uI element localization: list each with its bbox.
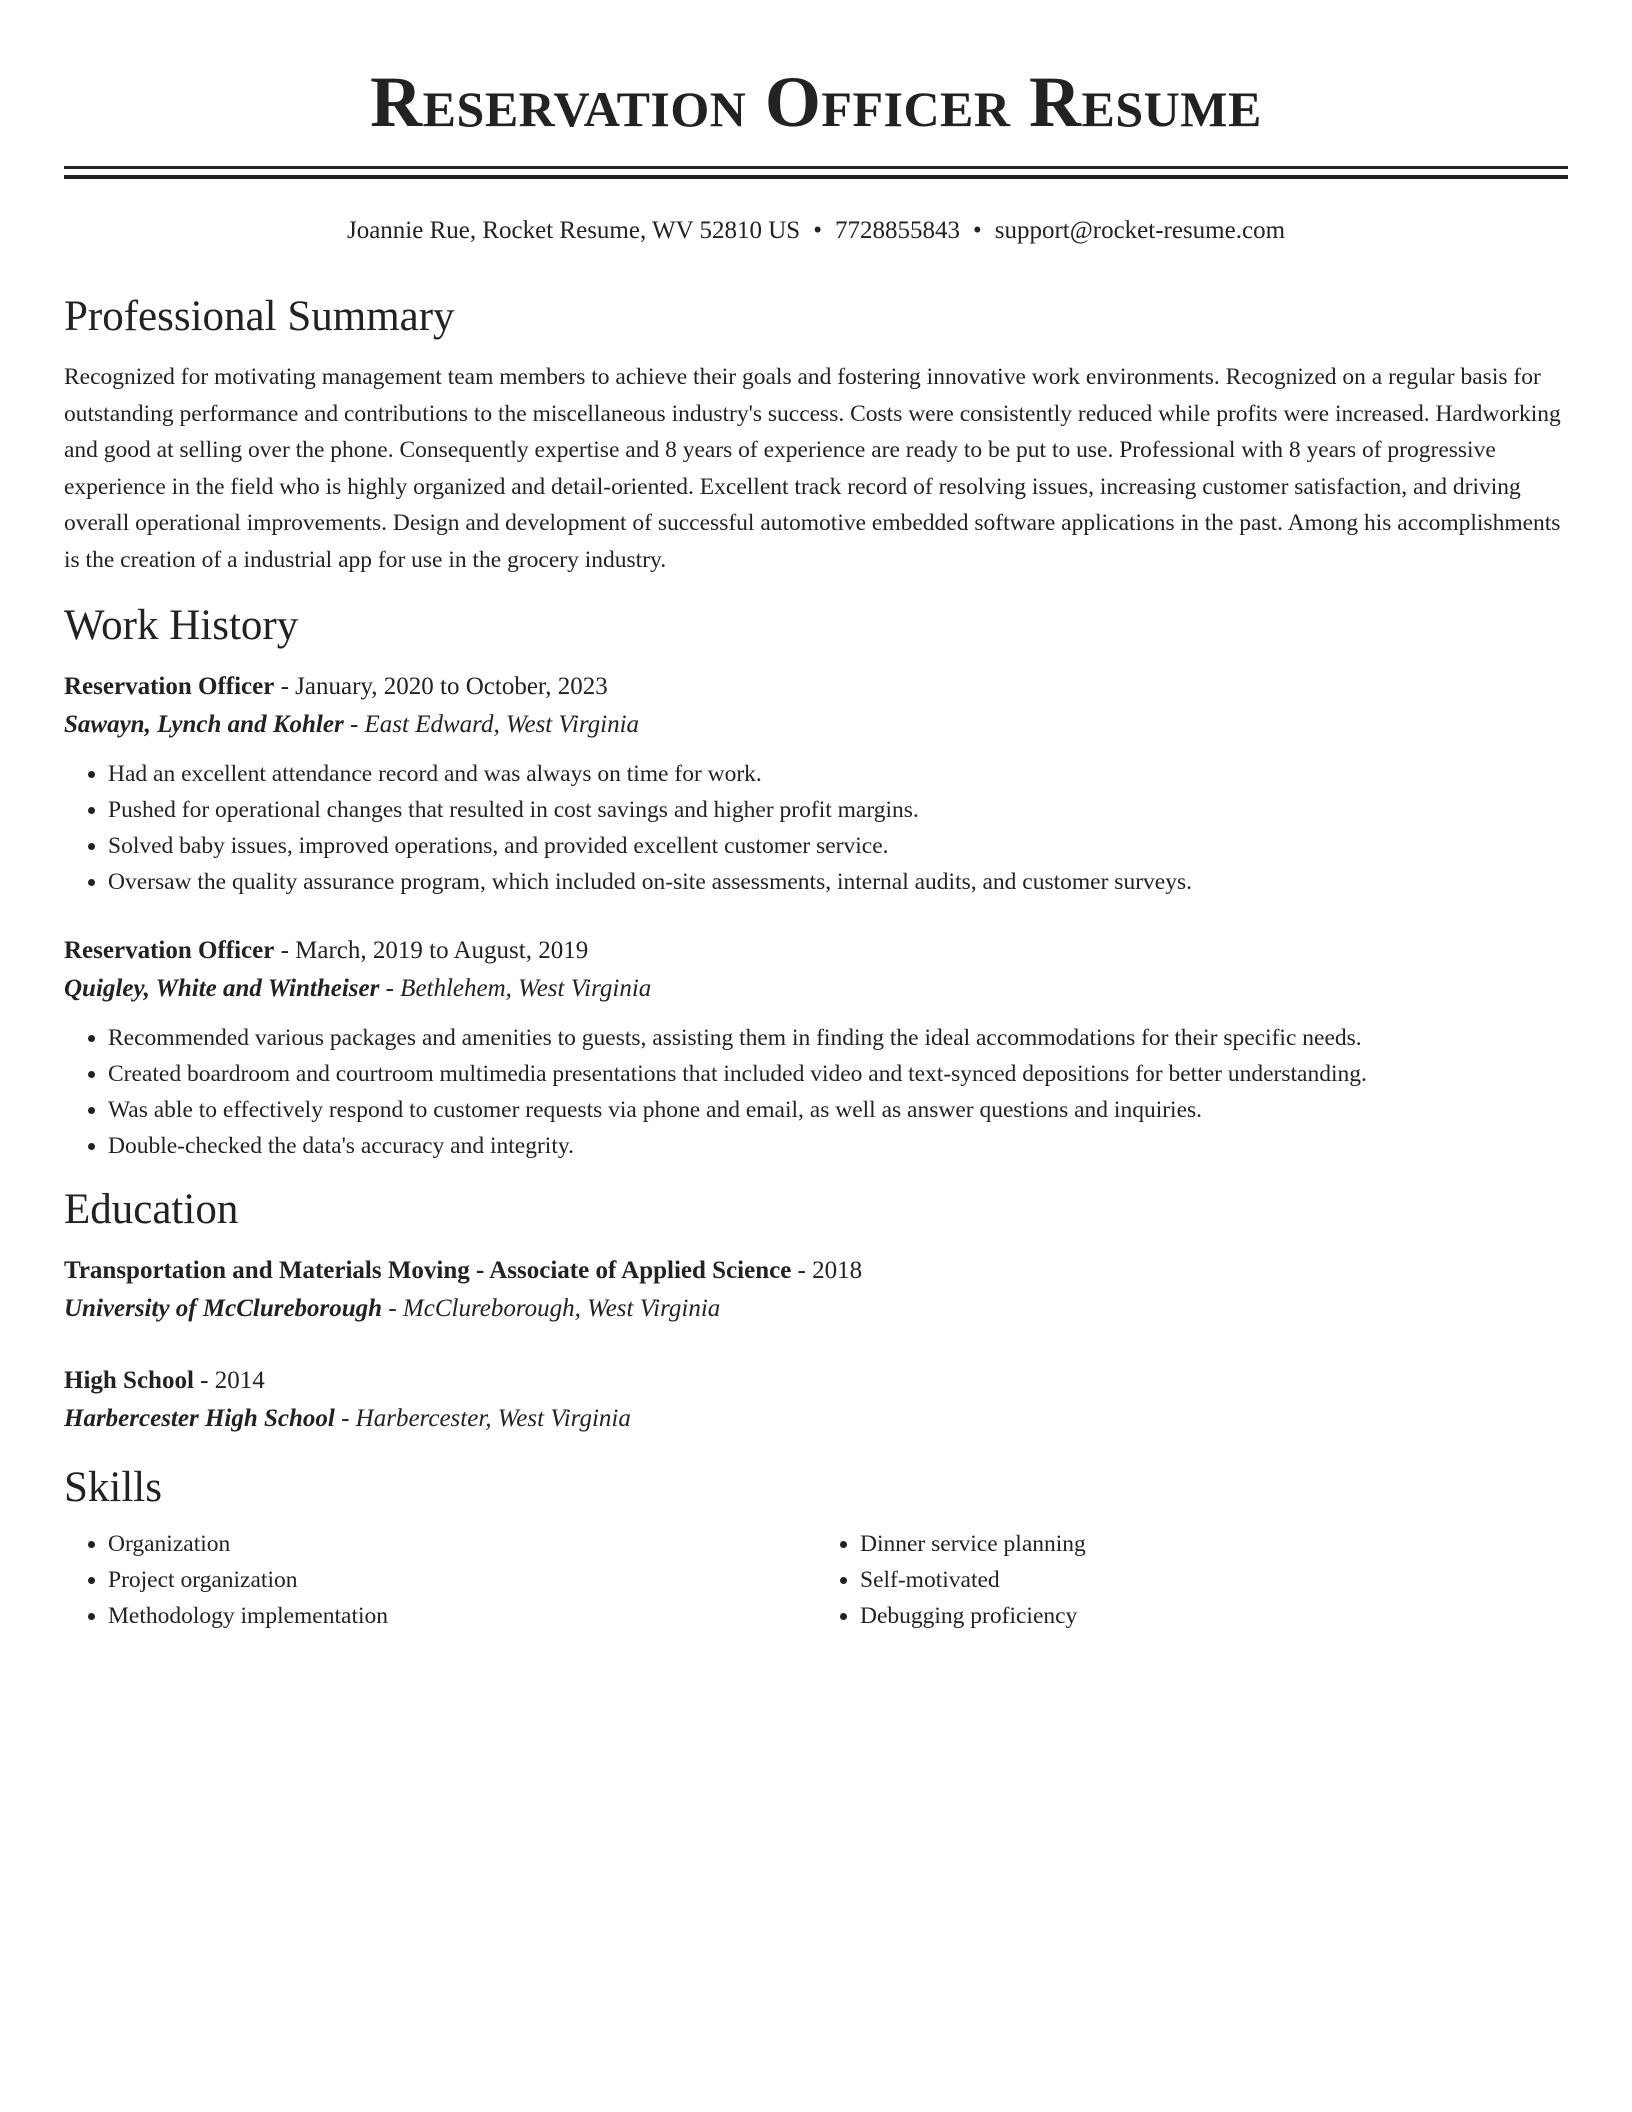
job-entry	[64, 668, 1568, 900]
education-degree-line	[64, 1362, 1568, 1400]
title-rule-top	[64, 166, 1568, 169]
contact-address: Joannie Rue, Rocket Resume, WV 52810 US	[346, 217, 801, 244]
job-bullets	[64, 756, 1568, 900]
education-entry	[64, 1362, 1568, 1438]
list-item: • Double-checked the data's accuracy and integrity.	[108, 1128, 1568, 1164]
education-school-line	[64, 1400, 1568, 1438]
job-company-line	[64, 970, 1568, 1008]
skill-item: • Organization	[108, 1526, 816, 1562]
skill-item: • Debugging proficiency	[860, 1598, 1568, 1634]
job-title: Reservation Officer	[64, 937, 275, 964]
contact-email: support@rocket-resume.com	[994, 217, 1286, 244]
job-title: Reservation Officer	[64, 673, 275, 700]
job-location: - East Edward, West Virginia	[343, 711, 640, 738]
summary-text: Recognized for motivating management team members to achieve their goals and fostering innovative work environments. Recognized on a regular basis for outstanding performance and contributions to the miscellaneous industry's success. Costs were consistently reduced while profits were increased. Hardworking and good at selling over the phone. Consequently expertise and 8 years of experience are ready to be put to use. Professional with 8 years of progressive experience in the field who is highly organized and detail-oriented. Excellent track record of resolving issues, increasing customer satisfaction, and driving overall operational improvements. Design and development of successful automotive embedded software applications in the past. Among his accomplishments is the creation of a industrial app for use in the grocery industry.	[64, 364, 1561, 573]
resume-title: Reservation Officer Resume	[370, 62, 1262, 142]
list-item: • Recommended various packages and amenities to guests, assisting them in finding the ideal accommodations for their specific needs.	[108, 1020, 1568, 1056]
education-degree-line	[64, 1252, 1568, 1290]
job-entry	[64, 932, 1568, 1164]
contact-separator: •	[813, 217, 822, 244]
list-item: • Pushed for operational changes that resulted in cost savings and higher profit margins.	[108, 792, 1568, 828]
education-location: - Harbercester, West Virginia	[334, 1405, 631, 1432]
education-school: Harbercester High School	[64, 1405, 335, 1432]
job-dates: - January, 2020 to October, 2023	[274, 673, 608, 700]
job-company: Sawayn, Lynch and Kohler	[64, 711, 344, 738]
job-company-line	[64, 706, 1568, 744]
skills-list-left	[64, 1526, 816, 1634]
skills-columns	[64, 1526, 1568, 1634]
education-degree: Transportation and Materials Moving - Associate of Applied Science	[64, 1257, 792, 1284]
contact-separator: •	[972, 217, 982, 244]
skill-item: • Project organization	[108, 1562, 816, 1598]
list-item: • Oversaw the quality assurance program, which included on-site assessments, internal audits, and customer surveys.	[108, 864, 1568, 900]
job-bullets	[64, 1020, 1568, 1164]
education-location: - McClureborough, West Virginia	[382, 1295, 721, 1322]
title-rule-bottom	[64, 175, 1568, 179]
education-year: - 2018	[791, 1257, 863, 1284]
education-school: University of McClureborough	[64, 1295, 383, 1322]
job-company: Quigley, White and Wintheiser	[64, 975, 380, 1002]
summary-heading: Professional Summary	[64, 293, 455, 340]
contact-phone: 7728855843	[834, 217, 960, 244]
job-location: - Bethlehem, West Virginia	[379, 975, 652, 1002]
education-year: - 2014	[193, 1367, 265, 1394]
job-title-line	[64, 668, 1568, 706]
list-item: • Solved baby issues, improved operations, and provided excellent customer service.	[108, 828, 1568, 864]
skill-item: • Methodology implementation	[108, 1598, 816, 1634]
education-entry	[64, 1252, 1568, 1328]
list-item: • Had an excellent attendance record and was always on time for work.	[108, 756, 1568, 792]
skills-list-right	[816, 1526, 1568, 1634]
work-history-heading: Work History	[64, 602, 299, 649]
job-title-line	[64, 932, 1568, 970]
list-item: • Was able to effectively respond to customer requests via phone and email, as well as answer questions and inquiries.	[108, 1092, 1568, 1128]
contact-line	[64, 215, 1568, 247]
job-dates: - March, 2019 to August, 2019	[274, 937, 589, 964]
list-item: • Created boardroom and courtroom multimedia presentations that included video and text-synced depositions for better understanding.	[108, 1056, 1568, 1092]
education-degree: High School	[64, 1367, 194, 1394]
skill-item: • Dinner service planning	[860, 1526, 1568, 1562]
skill-item: • Self-motivated	[860, 1562, 1568, 1598]
education-heading: Education	[64, 1186, 239, 1233]
education-school-line	[64, 1290, 1568, 1328]
skills-heading: Skills	[64, 1464, 162, 1511]
